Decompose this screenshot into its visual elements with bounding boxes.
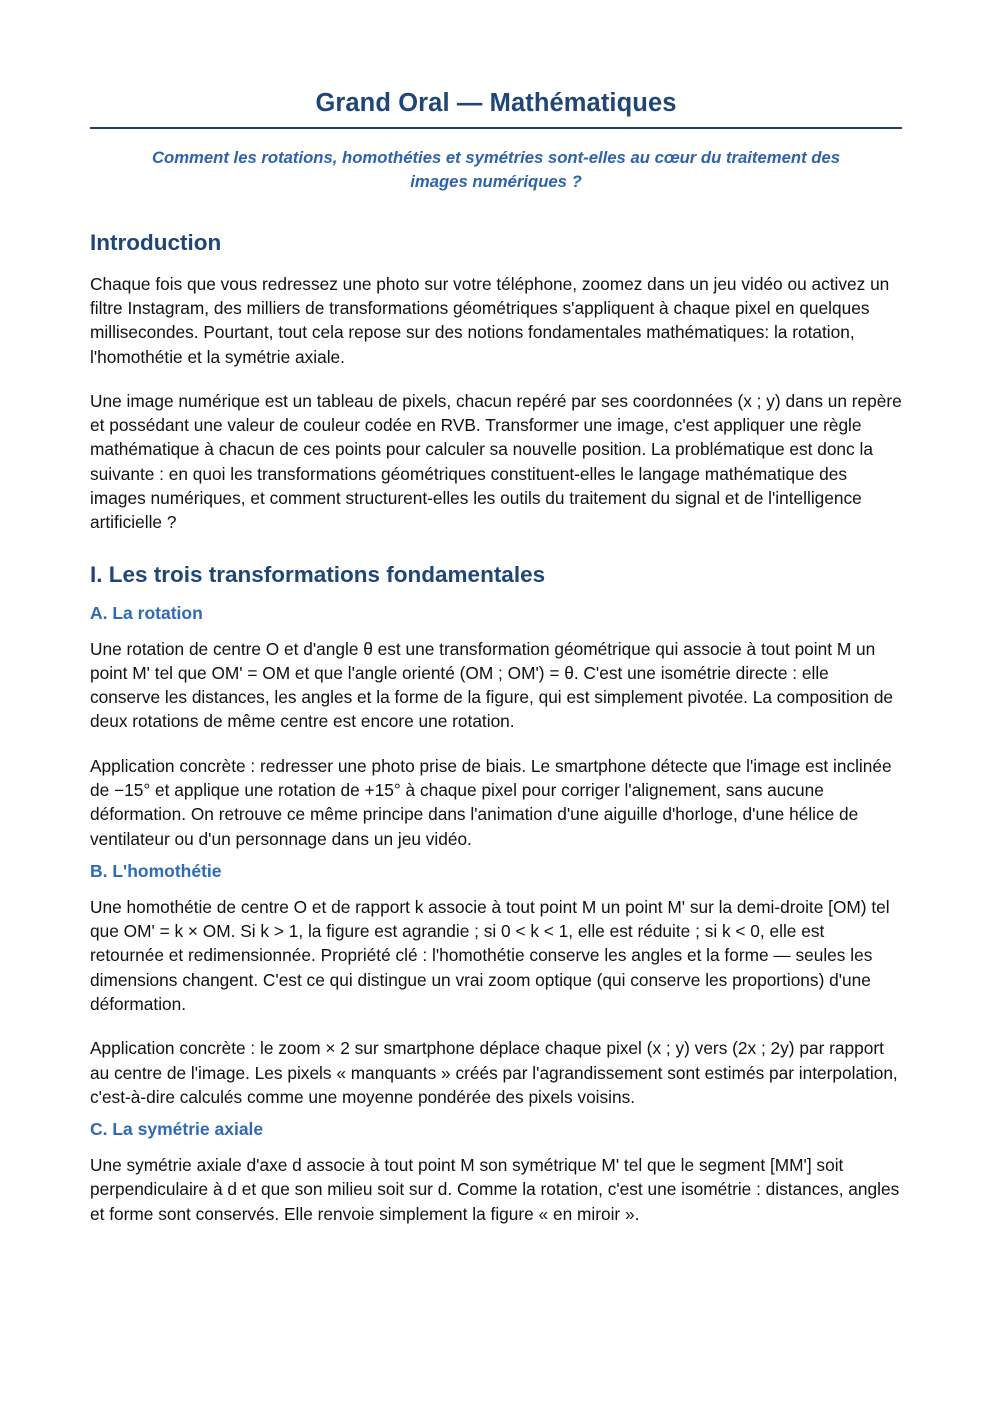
- paragraph-rotation-application: Application concrète : redresser une photo prise de biais. Le smartphone détecte que l'image est inclinée de −15° et applique une rotation de +15° à chaque pixel pour corriger l'alignement, sans aucune déformation. On retrouve ce même principe dans l'animation d'une aiguille d'horloge, d'une hélice de ventilateur ou d'un personnage dans un jeu vidéo.: [90, 755, 892, 849]
- subsection-rotation: [90, 603, 902, 851]
- heading-subsection-homothetie: B. L'homothétie: [90, 860, 222, 881]
- subsection-symetrie: [90, 1119, 902, 1226]
- paragraph-symetrie-definition: Une symétrie axiale d'axe d associe à tout point M son symétrique M' tel que le segment [MM'] soit perpendiculaire à d et que son milieu soit sur d. Comme la rotation, c'est une isométrie : distances, angles et forme sont conservés. Elle renvoie simplement la figure « en miroir ».: [90, 1155, 900, 1224]
- subsection-homothetie: [90, 861, 902, 1109]
- heading-introduction: Introduction: [90, 230, 222, 256]
- heading-subsection-rotation: A. La rotation: [90, 602, 203, 623]
- paragraph-rotation-definition: Une rotation de centre O et d'angle θ est une transformation géométrique qui associe à tout point M un point M' tel que OM' = OM et que l'angle orienté (OM ; OM') = θ. C'est une isométrie directe : elle conserve les distances, les angles et la forme de la figure, qui est simplement pivotée. La composition de deux rotations de même centre est encore une rotation.: [90, 638, 894, 732]
- heading-part-one: I. Les trois transformations fondamentales: [90, 561, 546, 587]
- paragraph-intro-1: Chaque fois que vous redressez une photo sur votre téléphone, zoomez dans un jeu vidéo ou activez un filtre Instagram, des milliers de transformations géométriques s'appliquent à chaque pixel en quelques millisecondes. Pourtant, tout cela repose sur des notions fondamentales mathématiques: la rotation, l'homothétie et la symétrie axiale.: [90, 273, 890, 367]
- section-introduction: [90, 229, 902, 534]
- paragraph-homothetie-application: Application concrète : le zoom × 2 sur smartphone déplace chaque pixel (x ; y) vers (2x ; 2y) par rapport au centre de l'image. Les pixels « manquants » créés par l'agrandissement sont estimés par interpolation, c'est-à-dire calculés comme une moyenne pondérée des pixels voisins.: [90, 1038, 898, 1107]
- document-subtitle: Comment les rotations, homothéties et symétries sont-elles au cœur du traitement des images numériques ?: [151, 148, 841, 191]
- title-divider: [90, 127, 902, 129]
- heading-subsection-symetrie: C. La symétrie axiale: [90, 1119, 264, 1140]
- section-part-one: [90, 561, 902, 1226]
- paragraph-homothetie-definition: Une homothétie de centre O et de rapport k associe à tout point M un point M' sur la demi-droite [OM) tel que OM' = k × OM. Si k > 1, la figure est agrandie ; si 0 < k < 1, elle est réduite ; si k < 0, elle est retournée et redimensionnée. Propriété clé : l'homothétie conserve les angles et la forme — seules les dimensions changent. C'est ce qui distingue un vrai zoom optique (qui conserve les proportions) d'une déformation.: [90, 896, 890, 1015]
- paragraph-intro-2: Une image numérique est un tableau de pixels, chacun repéré par ses coordonnées (x ; y) dans un repère et possédant une valeur de couleur codée en RVB. Transformer une image, c'est appliquer une règle mathématique à chacun de ces points pour calculer sa nouvelle position. La problématique est donc la suivante : en quoi les transformations géométriques constituent-elles le langage mathématique des images numériques, et comment structurent-elles les outils du traitement du signal et de l'intelligence artificielle ?: [90, 390, 902, 533]
- page-title: Grand Oral — Mathématiques: [315, 89, 677, 117]
